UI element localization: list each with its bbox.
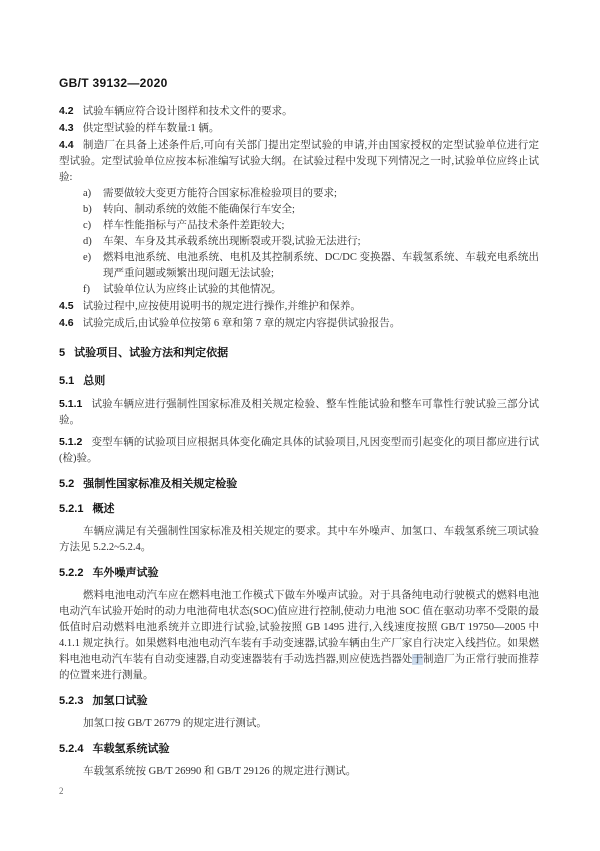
heading-number: 5.2.3 xyxy=(59,695,84,707)
clause-number: 5.1.2 xyxy=(59,436,83,448)
list-marker: e) xyxy=(83,252,92,263)
section-5-heading xyxy=(59,345,539,361)
heading-title: 概述 xyxy=(92,503,115,515)
section-5-2-2-heading xyxy=(59,565,539,581)
list-marker: a) xyxy=(83,188,92,199)
list-item-e xyxy=(59,250,539,282)
clause-text: 试验车辆应符合设计图样和技术文件的要求。 xyxy=(82,106,293,117)
heading-number: 5.2 xyxy=(59,478,75,490)
list-item-c xyxy=(59,218,539,234)
paragraph-5-2-1: 车辆应满足有关强制性国家标准及相关规定的要求。其中车外噪声、加氢口、车载氢系统三项试验方法见 5.2.2~5.2.4。 xyxy=(59,526,539,553)
termination-condition-list xyxy=(59,186,539,298)
clause-number: 4.4 xyxy=(59,139,74,151)
heading-title: 车载氢系统试验 xyxy=(92,743,170,755)
section-5-2-heading xyxy=(59,476,539,492)
list-item-text: 试验单位认为应终止试验的其他情况。 xyxy=(103,284,282,295)
clause-number: 5.1.1 xyxy=(59,398,83,410)
list-item-text: 样车性能指标与产品技术条件差距较大; xyxy=(103,220,285,231)
paragraph-5-2-2 xyxy=(59,588,539,684)
paragraph-5-2-4: 车载氢系统按 GB/T 26990 和 GB/T 29126 的规定进行测试。 xyxy=(83,766,357,777)
clause-number: 4.2 xyxy=(59,105,74,117)
list-item-text: 需要做较大变更方能符合国家标准检验项目的要求; xyxy=(103,188,337,199)
list-item-text: 转向、制动系统的效能不能确保行车安全; xyxy=(103,204,295,215)
heading-title: 强制性国家标准及相关规定检验 xyxy=(83,478,238,490)
heading-number: 5 xyxy=(59,347,66,359)
paragraph-5-2-3: 加氢口按 GB/T 26779 的规定进行测试。 xyxy=(83,718,267,729)
list-item-b xyxy=(59,202,539,218)
clause-number: 4.5 xyxy=(59,300,74,312)
page-number: 2 xyxy=(59,786,64,796)
clause-5-1-1 xyxy=(59,396,539,429)
section-5-1-heading xyxy=(59,373,539,389)
clause-number: 4.6 xyxy=(59,317,74,329)
clause-4-2 xyxy=(59,103,539,120)
list-marker: d) xyxy=(83,236,92,247)
clause-text: 变型车辆的试验项目应根据具体变化确定具体的试验项目,凡因变型而引起变化的项目都应进行试(检)验。 xyxy=(59,437,539,464)
heading-number: 5.2.4 xyxy=(59,743,84,755)
heading-number: 5.2.1 xyxy=(59,503,84,515)
heading-number: 5.2.2 xyxy=(59,567,84,579)
list-item-text: 车架、车身及其承载系统出现断裂或开裂,试验无法进行; xyxy=(103,236,361,247)
paragraph-text: 制造厂为正常行驶而推荐的位置来进行测量。 xyxy=(59,654,540,681)
clause-4-3 xyxy=(59,120,539,137)
list-item-a xyxy=(59,186,539,202)
clause-4-4 xyxy=(59,137,539,186)
clause-text: 试验车辆应进行强制性国家标准及相关规定检验、整车性能试验和整车可靠性行驶试验三部分试验。 xyxy=(59,399,539,426)
scan-highlight-artifact: 于 xyxy=(412,654,424,665)
clause-number: 4.3 xyxy=(59,122,74,134)
section-5-2-1-heading xyxy=(59,501,539,517)
heading-number: 5.1 xyxy=(59,375,75,387)
heading-title: 加氢口试验 xyxy=(92,695,148,707)
list-marker: b) xyxy=(83,204,92,215)
clause-5-1-2 xyxy=(59,434,539,467)
paragraph-text: 燃料电池电动汽车应在燃料电池工作模式下做车外噪声试验。对于具备纯电动行驶模式的燃料电池电动汽车试验开始时的动力电池荷电状态(SOC)值应进行控制,使动力电池 SOC 值在驱动功率不受限的最低值时启动燃料电池系统并立即进行试验,试验按照 GB 1495 进行,入线速度按照 GB/T 19750—2005 中 4.1.1 规定执行。如果燃料电池电动汽车装有手动变速器,试验车辆由生产厂家自行决定入线挡位。如果燃料电池电动汽车装有自动变速器,自动变速器装有手动选挡器,则应使选挡器处 xyxy=(59,590,539,665)
heading-title: 试验项目、试验方法和判定依据 xyxy=(74,347,229,359)
list-item-text: 燃料电池系统、电池系统、电机及其控制系统、DC/DC 变换器、车载氢系统、车载充电系统出现严重问题或频繁出现问题无法试验; xyxy=(103,252,539,279)
list-marker: f) xyxy=(83,284,90,295)
list-marker: c) xyxy=(83,220,92,231)
clause-4-5 xyxy=(59,298,539,315)
list-item-f xyxy=(59,282,539,298)
clause-text: 制造厂在具备上述条件后,可向有关部门提出定型试验的申请,并由国家授权的定型试验单位进行定型试验。定型试验单位应按本标准编写试验大纲。在试验过程中发现下列情况之一时,试验单位应终止试验: xyxy=(59,140,539,183)
heading-title: 车外噪声试验 xyxy=(92,567,159,579)
heading-title: 总则 xyxy=(83,375,106,387)
clause-text: 试验完成后,由试验单位按第 6 章和第 7 章的规定内容提供试验报告。 xyxy=(82,318,401,329)
list-item-d xyxy=(59,234,539,250)
clause-text: 供定型试验的样车数量:1 辆。 xyxy=(82,123,220,134)
clause-4-6 xyxy=(59,315,539,332)
section-5-2-3-heading xyxy=(59,693,539,709)
clause-text: 试验过程中,应按使用说明书的规定进行操作,并维护和保养。 xyxy=(82,301,361,312)
section-5-2-4-heading xyxy=(59,741,539,757)
standard-number-header: GB/T 39132—2020 xyxy=(59,76,168,90)
